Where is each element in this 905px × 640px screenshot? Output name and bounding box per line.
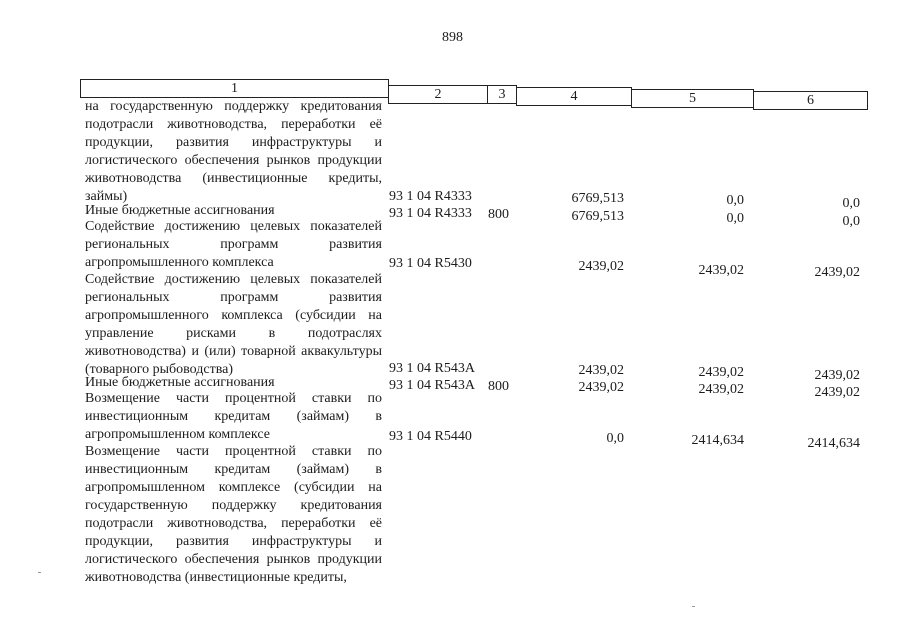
table-row-value-col4: 6769,513: [571, 209, 624, 224]
header-col-5: 5: [631, 89, 754, 108]
table-row-code: 93 1 04 R543A: [389, 361, 475, 376]
table-row-description: на государственную поддержку кредитования подотрасли животноводства, переработки её продукции, развития инфраструктуры и логистического обеспечения рынков продукции животноводства (инвестиционные кредиты, займы): [85, 99, 382, 204]
table-row-value-col5: 2439,02: [698, 365, 744, 380]
page-number: 898: [442, 30, 463, 45]
table-row-value-col5: 0,0: [726, 193, 744, 208]
table-row-value-col4: 2439,02: [578, 380, 624, 395]
table-row-value-col6: 2439,02: [814, 265, 860, 280]
table-row-code: 93 1 04 R4333: [389, 189, 472, 204]
table-row-value-col5: 0,0: [726, 211, 744, 226]
table-row-value-col6: 2439,02: [814, 385, 860, 400]
table-row-code: 93 1 04 R5440: [389, 429, 472, 444]
table-row-description: Содействие достижению целевых показателей региональных программ развития агропромышленного комплекса (субсидии на управление рисками в подотраслях животноводства) и (или) товарной аквакультуры (товарного рыбоводства): [85, 272, 382, 377]
header-col-6: 6: [753, 91, 868, 110]
table-row-code: 93 1 04 R4333: [389, 206, 472, 221]
table-row-value-col5: 2414,634: [691, 433, 744, 448]
table-row-value-col5: 2439,02: [698, 382, 744, 397]
table-row-value-col4: 2439,02: [578, 259, 624, 274]
table-row-value-col6: 0,0: [842, 214, 860, 229]
table-row-description: Иные бюджетные ассигнования: [85, 203, 275, 218]
scan-speck: [692, 606, 695, 607]
table-row-value-col4: 2439,02: [578, 363, 624, 378]
header-col-3: 3: [487, 85, 517, 104]
table-row-description: Иные бюджетные ассигнования: [85, 375, 275, 390]
table-row-value-col4: 0,0: [606, 431, 624, 446]
table-row-value-col5: 2439,02: [698, 263, 744, 278]
table-row-value-col4: 6769,513: [571, 191, 624, 206]
scan-speck: [38, 572, 41, 573]
table-row-description: Содействие достижению целевых показателей региональных программ развития агропромышленного комплекса: [85, 219, 382, 270]
table-row-value-col6: 2414,634: [807, 436, 860, 451]
table-row-description: Возмещение части процентной ставки по инвестиционным кредитам (займам) в агропромышленном комплексе: [85, 391, 382, 442]
header-col-4: 4: [516, 87, 632, 106]
header-col-1: 1: [80, 79, 389, 98]
table-row-expense-type: 800: [488, 379, 509, 394]
table-row-value-col6: 2439,02: [814, 368, 860, 383]
table-row-value-col6: 0,0: [842, 196, 860, 211]
header-col-2: 2: [388, 85, 488, 104]
table-row-description: Возмещение части процентной ставки по инвестиционным кредитам (займам) в агропромышленном комплексе (субсидии на государственную поддержку кредитования подотрасли животноводства, переработки её продукции, развития инфраструктуры и логистического обеспечения рынков продукции животноводства (инвестиционные кредиты,: [85, 444, 382, 585]
table-row-expense-type: 800: [488, 207, 509, 222]
table-row-code: 93 1 04 R5430: [389, 256, 472, 271]
table-row-code: 93 1 04 R543A: [389, 378, 475, 393]
